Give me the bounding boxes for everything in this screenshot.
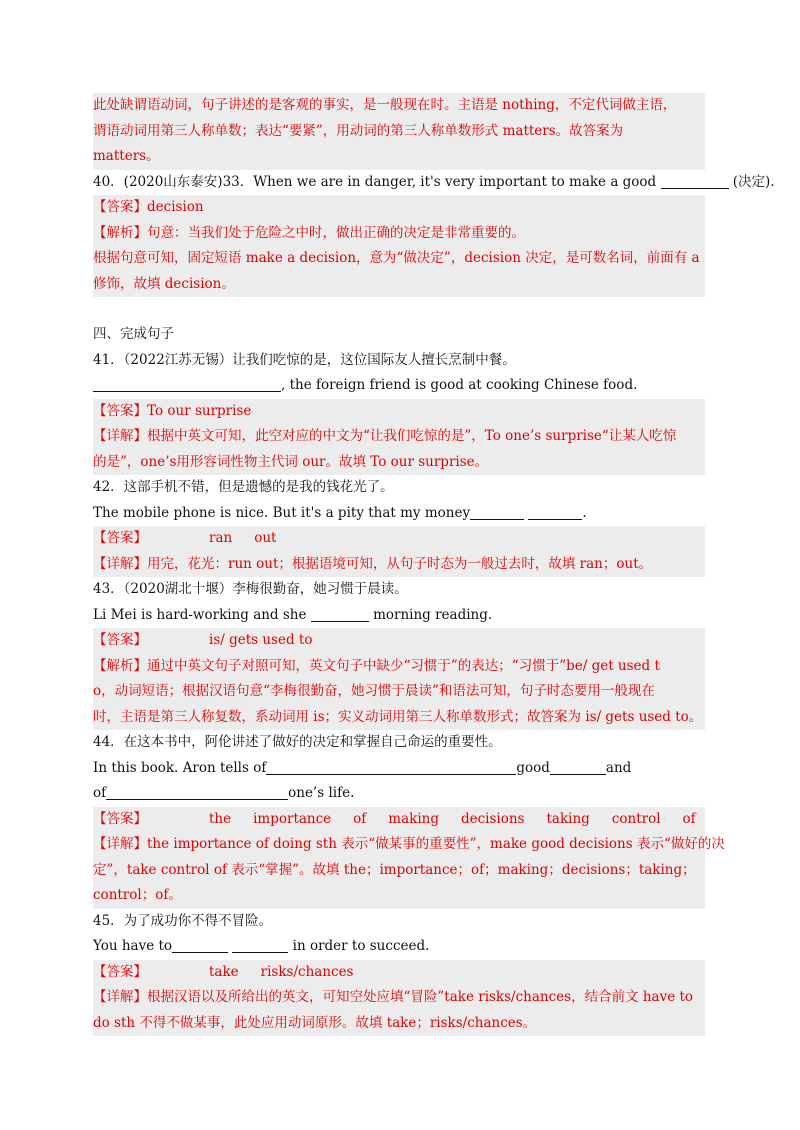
q45-answer-block	[93, 960, 705, 1037]
answer-blank	[172, 937, 228, 953]
q44-answer: 【答案】 the importance of making decisions taking control of	[93, 810, 696, 827]
q45-question: 45．为了成功你不得不冒险。	[93, 912, 273, 929]
q44-answer-block	[93, 807, 725, 909]
answer-blank	[550, 759, 606, 775]
q44-english-line1: In this book. Aron tells of good and	[93, 759, 632, 776]
analysis-line: matters。	[93, 148, 160, 164]
q43-english: Li Mei is hard-working and she morning reading.	[93, 606, 493, 623]
answer-blank	[106, 784, 288, 800]
answer-blank	[93, 376, 281, 392]
q42-question: 42．这部手机不错，但是遗憾的是我的钱花光了。	[93, 479, 394, 495]
q41-answer-block	[93, 399, 705, 476]
detail-line: 【详解】根据汉语以及所给出的英文，可知空处应填“冒险”take risks/chances，结合前文 have to	[93, 989, 694, 1005]
q43-answer: 【答案】 is/ gets used to	[93, 632, 313, 648]
q41-answer: 【答案】To our surprise	[93, 402, 252, 419]
analysis-line: 根据句意可知，固定短语 make a decision，意为“做决定”，decision 决定，是可数名词，前面有 a	[93, 250, 700, 266]
analysis-line: 谓语动词用第三人称单数；表达“要紧”，用动词的第三人称单数形式 matters。故答案为	[93, 122, 624, 139]
q39-analysis-block	[93, 93, 705, 170]
q41-question: 41．（2022江苏无锡）让我们吃惊的是，这位国际友人擅长烹制中餐。	[93, 351, 516, 368]
detail-line: 【详解】用完，花光：run out；根据语境可知，从句子时态为一般过去时，故填 ran；out。	[93, 555, 653, 572]
q42-answer: 【答案】 ran out	[93, 530, 277, 546]
analysis-line: 时，主语是第三人称复数，系动词用 is；实义动词用第三人称单数形式；故答案为 is/ gets used to。	[93, 708, 703, 725]
q40-answer: 【答案】decision	[93, 199, 204, 215]
q40-answer-block	[93, 195, 705, 297]
answer-blank	[232, 937, 288, 953]
analysis-line: o，动词短语；根据汉语句意“李梅很勤奋，她习惯于晨读”和语法可知，句子时态要用一般现在	[93, 683, 655, 699]
q41-english: , the foreign friend is good at cooking Chinese food.	[93, 373, 705, 399]
analysis-line: 【解析】通过中英文句子对照可知，英文句子中缺少“习惯于”的表达；“习惯于”be/ get used t	[93, 657, 660, 674]
q43-question: 43．（2020湖北十堰）李梅很勤奋，她习惯于晨读。	[93, 581, 408, 597]
analysis-line: 修饰，故填 decision。	[93, 275, 235, 292]
detail-line: 【详解】根据中英文可知，此空对应的中文为“让我们吃惊的是”，To one’s surprise“让某人吃惊	[93, 428, 677, 444]
detail-line: do sth 不得不做某事，此处应用动词原形。故填 take；risks/chances。	[93, 1014, 537, 1031]
document-content	[93, 93, 775, 1036]
answer-blank	[470, 504, 524, 520]
q45-english: You have to in order to succeed.	[93, 938, 430, 954]
q44-english-line2: of one’s life.	[93, 785, 355, 801]
detail-line: 【详解】the importance of doing sth 表示“做某事的重要性”，make good decisions 表示“做好的决	[93, 836, 725, 852]
q42-answer-block	[93, 526, 705, 577]
q44-question: 44．在这本书中，阿伦讲述了做好的决定和掌握自己命运的重要性。	[93, 734, 502, 750]
detail-line: 的是”，one’s用形容词性物主代词 our。故填 To our surprise。	[93, 453, 489, 470]
q45-answer: 【答案】 take risks/chances	[93, 963, 354, 980]
answer-blank	[311, 606, 369, 622]
analysis-line: 【解析】句意：当我们处于危险之中时，做出正确的决定是非常重要的。	[93, 224, 525, 241]
answer-blank	[266, 759, 516, 775]
answer-blank	[661, 173, 729, 189]
q43-answer-block	[93, 628, 705, 730]
answer-blank	[528, 504, 582, 520]
detail-line: 定”，take control of 表示“掌握”。故填 the；importance；of；making；decisions；taking；	[93, 861, 696, 878]
section-title: 四、完成句子	[93, 326, 174, 342]
detail-line: control；of。	[93, 887, 182, 903]
q42-english: The mobile phone is nice. But it's a pity that my money .	[93, 504, 587, 521]
q40-question: 40．(2020山东泰安)33．When we are in danger, it's very important to make a good (决定).	[93, 173, 775, 190]
analysis-line: 此处缺谓语动词，句子讲述的是客观的事实，是一般现在时。主语是 nothing，不定代词做主语，	[93, 97, 677, 113]
